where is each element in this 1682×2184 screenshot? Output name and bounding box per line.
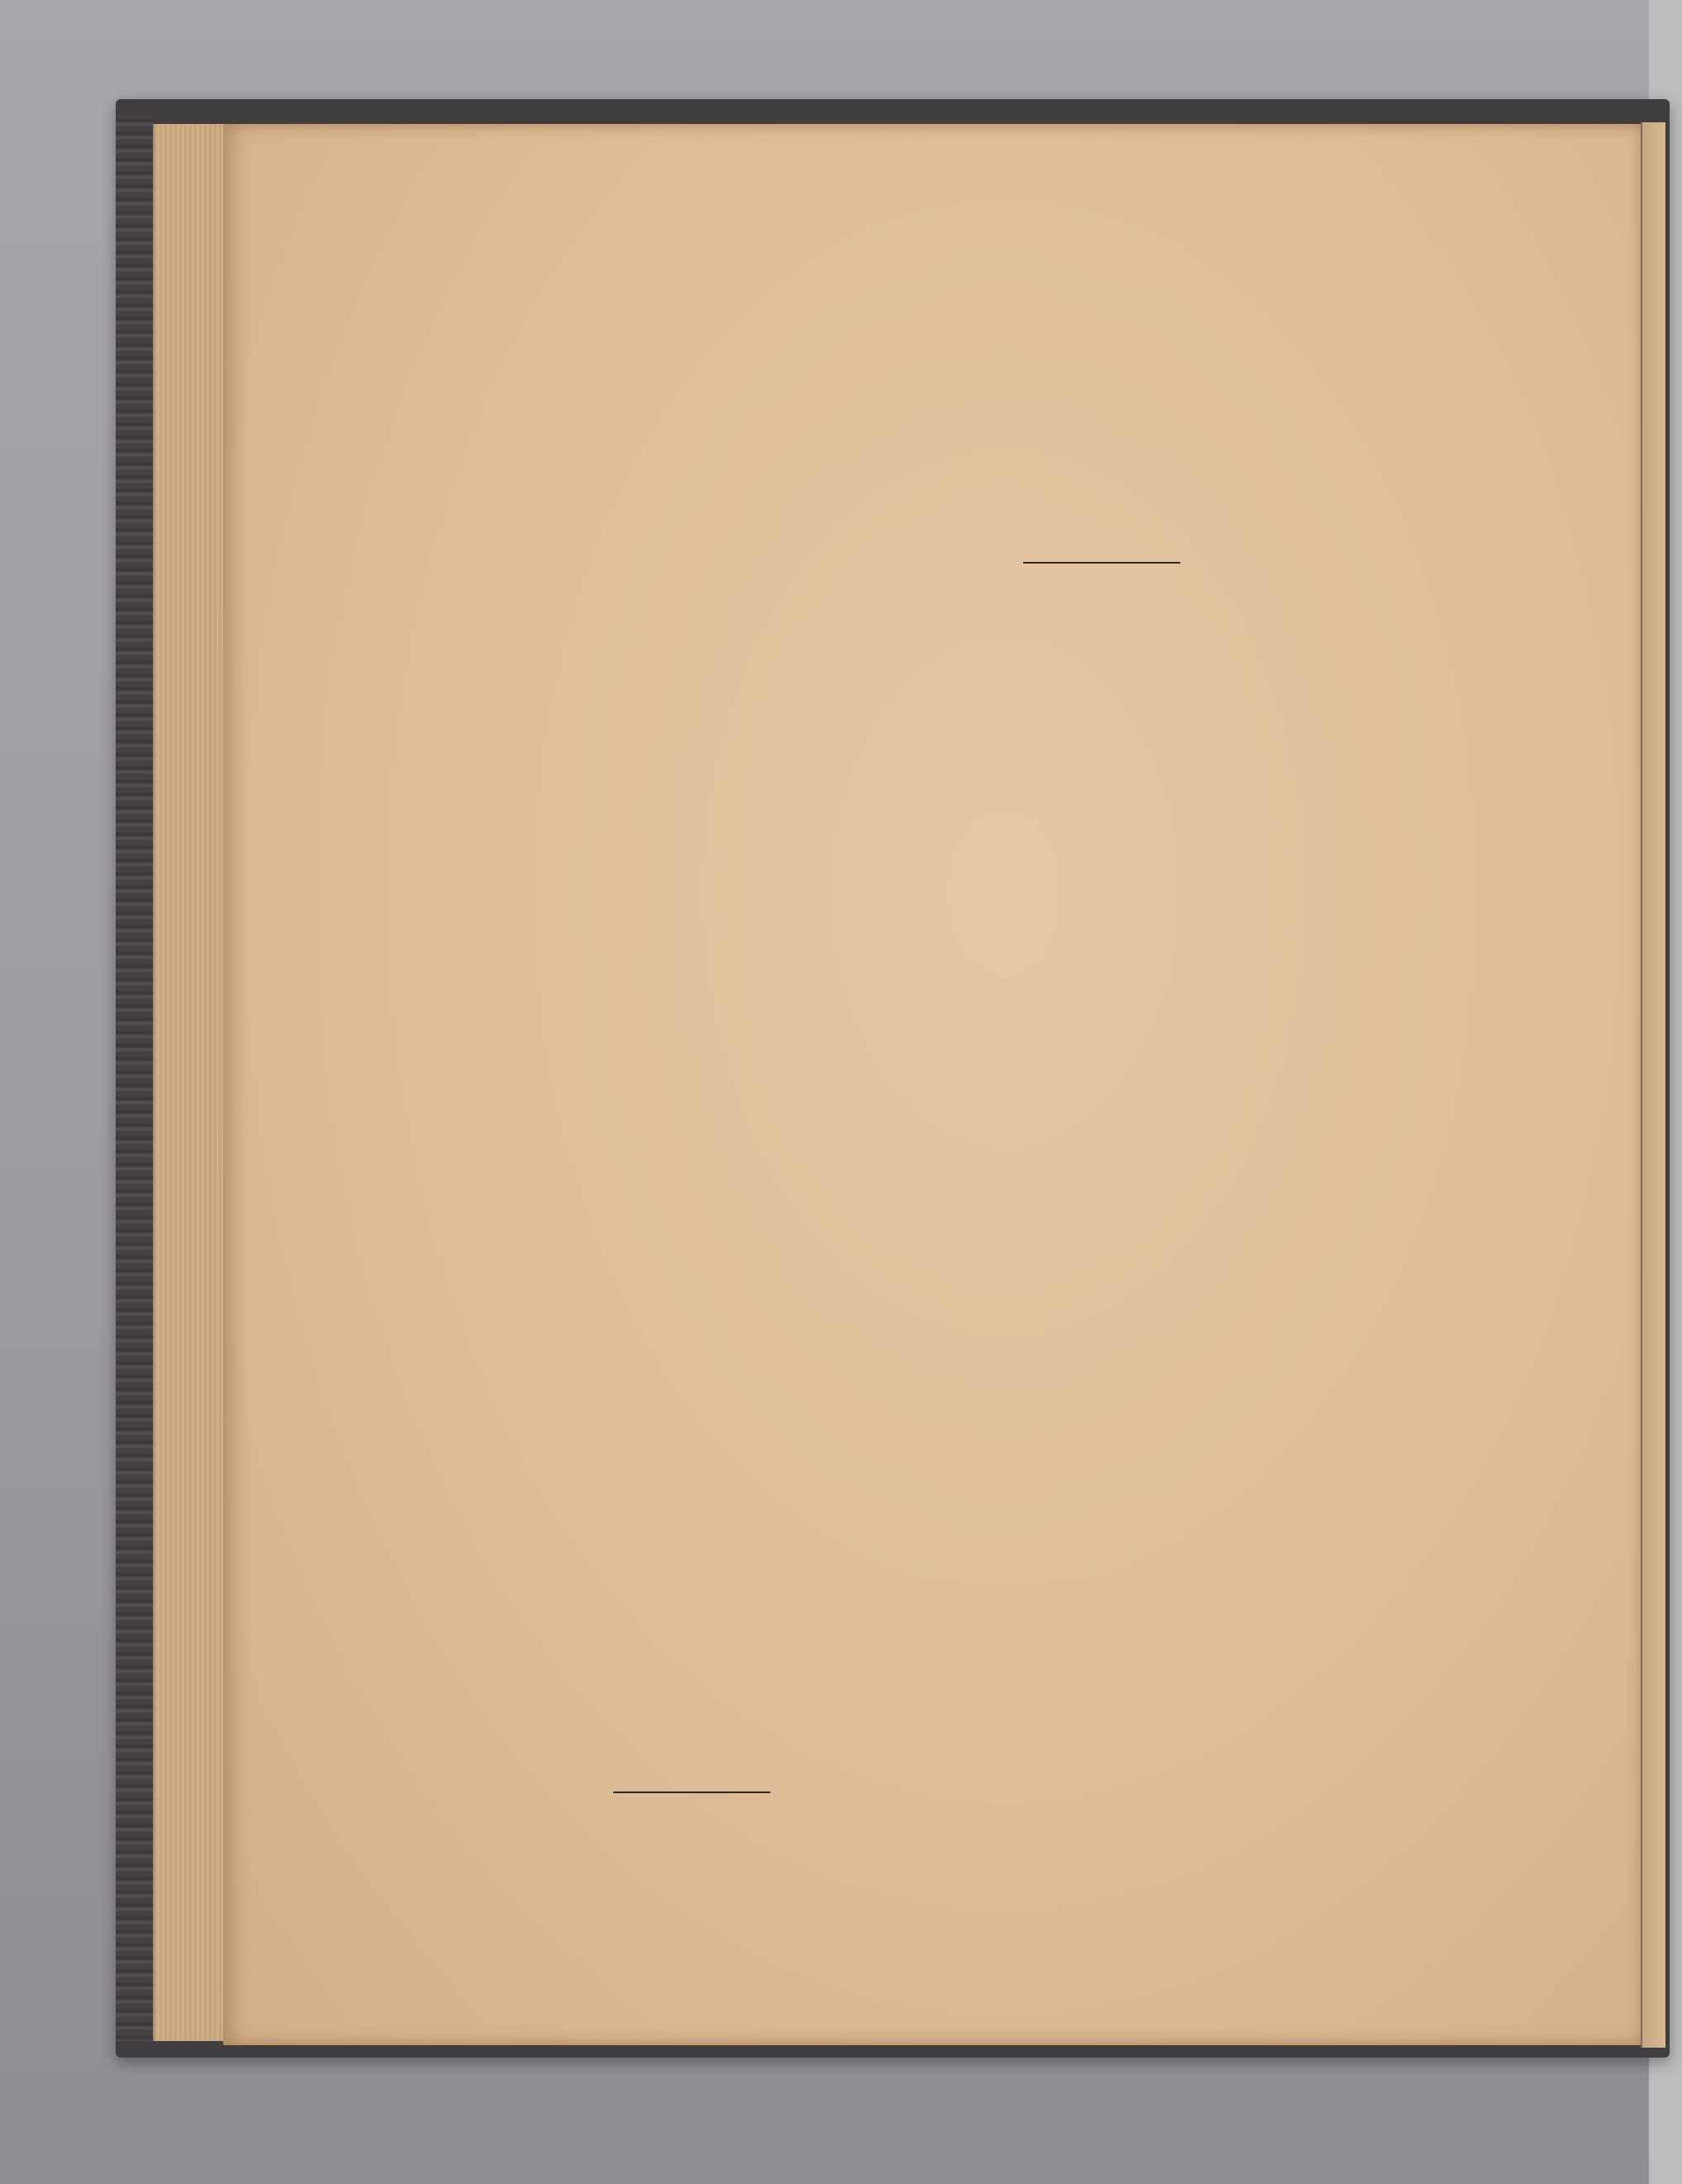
book-spine	[116, 116, 153, 2041]
book-page	[223, 124, 1645, 2045]
section-divider	[1023, 562, 1180, 564]
page-stack-edge	[153, 124, 233, 2041]
facing-page-edge	[1641, 122, 1665, 2048]
footnote-rule	[613, 1791, 770, 1793]
